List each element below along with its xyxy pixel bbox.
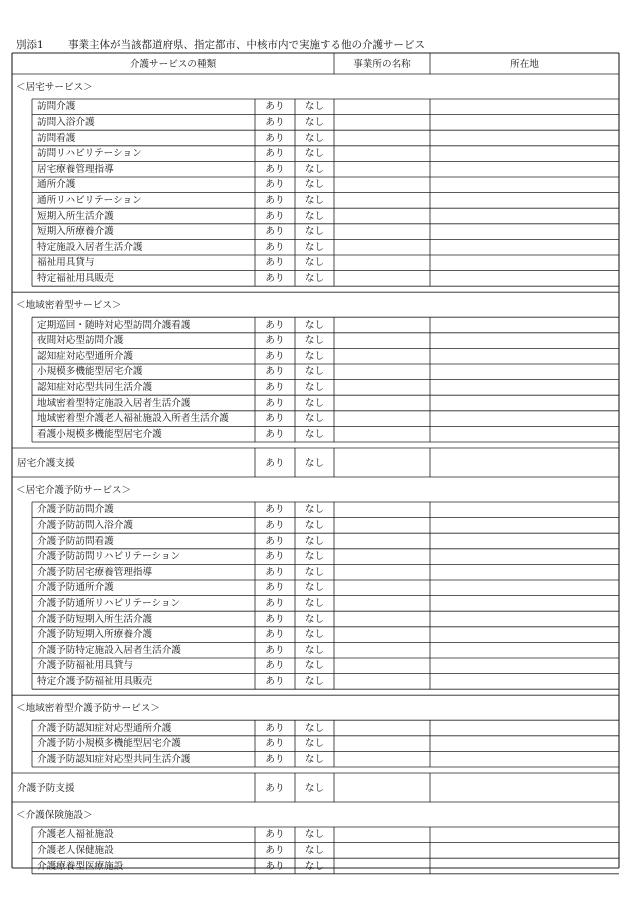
option-nashi: なし — [304, 366, 325, 378]
service-name: 介護予防訪問入浴介護 — [37, 520, 133, 532]
option-ari: あり — [265, 457, 285, 469]
service-name: 介護予防特定施設入居者生活介護 — [37, 644, 181, 656]
option-nashi: なし — [304, 582, 325, 594]
service-name: 介護予防訪問看護 — [37, 535, 114, 547]
section-title: ＜地域密着型介護予防サービス＞ — [16, 702, 160, 714]
option-ari: あり — [265, 350, 285, 362]
option-ari: あり — [265, 241, 285, 253]
option-ari: あり — [265, 335, 285, 347]
service-name: 介護予防通所介護 — [37, 582, 114, 594]
option-ari: あり — [265, 676, 285, 688]
service-name: 介護予防小規模多機能型居宅介護 — [37, 738, 181, 750]
service-name: 特定福祉用具販売 — [37, 273, 114, 285]
option-ari: あり — [265, 179, 285, 191]
option-ari: あり — [265, 551, 285, 563]
option-nashi: なし — [304, 413, 325, 425]
option-ari: あり — [265, 582, 285, 594]
option-ari: あり — [265, 504, 285, 516]
section-title: ＜居宅サービス＞ — [16, 81, 93, 93]
option-ari: あり — [265, 860, 285, 872]
option-nashi: なし — [304, 598, 325, 610]
option-nashi: なし — [304, 566, 325, 578]
option-nashi: なし — [304, 676, 325, 688]
option-ari: あり — [265, 319, 285, 331]
service-name: 夜間対応型訪問介護 — [37, 335, 124, 347]
service-name: 介護予防認知症対応型通所介護 — [37, 722, 172, 734]
option-ari: あり — [265, 829, 285, 841]
option-ari: あり — [265, 413, 285, 425]
option-nashi: なし — [304, 397, 325, 409]
option-nashi: なし — [304, 179, 325, 191]
option-nashi: なし — [304, 117, 325, 129]
option-ari: あり — [265, 644, 285, 656]
service-name: 訪問看護 — [37, 132, 76, 144]
option-nashi: なし — [304, 428, 325, 440]
service-name: 通所リハビリテーション — [37, 195, 142, 207]
option-nashi: なし — [304, 504, 325, 516]
service-name: 訪問リハビリテーション — [37, 148, 142, 160]
option-nashi: なし — [304, 753, 325, 765]
service-name: 介護老人福祉施設 — [37, 829, 114, 841]
document-caption — [16, 37, 425, 52]
option-ari: あり — [265, 738, 285, 750]
service-name: 定期巡回・随時対応型訪問介護看護 — [37, 319, 191, 331]
section-title: ＜介護保険施設＞ — [16, 809, 93, 821]
service-name: 介護予防認知症対応型共同生活介護 — [37, 753, 191, 765]
option-ari: あり — [265, 226, 285, 238]
option-nashi: なし — [304, 382, 325, 394]
option-nashi: なし — [304, 350, 325, 362]
option-nashi: なし — [304, 722, 325, 734]
option-ari: あり — [265, 382, 285, 394]
option-ari: あり — [265, 117, 285, 129]
service-name: 介護予防訪問介護 — [37, 504, 114, 516]
option-ari: あり — [265, 132, 285, 144]
service-name: 介護予防通所リハビリテーション — [37, 598, 181, 610]
option-ari: あり — [265, 566, 285, 578]
option-ari: あり — [265, 845, 285, 857]
option-ari: あり — [265, 397, 285, 409]
option-nashi: なし — [304, 782, 325, 794]
option-nashi: なし — [304, 860, 325, 872]
option-nashi: なし — [304, 163, 325, 175]
option-ari: あり — [265, 629, 285, 641]
option-nashi: なし — [304, 335, 325, 347]
option-ari: あり — [265, 210, 285, 222]
service-name: 介護予防福祉用具貸与 — [37, 660, 133, 672]
service-name: 地域密着型介護老人福祉施設入所者生活介護 — [37, 413, 229, 425]
service-name: 福祉用具貸与 — [37, 257, 95, 269]
option-nashi: なし — [304, 829, 325, 841]
service-name: 介護予防支援 — [17, 782, 75, 794]
option-nashi: なし — [304, 257, 325, 269]
service-name: 介護予防居宅療養管理指導 — [37, 566, 153, 578]
column-header-location: 所在地 — [510, 58, 539, 70]
option-ari: あり — [265, 195, 285, 207]
service-name: 訪問入浴介護 — [37, 117, 95, 129]
service-name: 特定介護予防福祉用具販売 — [37, 676, 153, 688]
option-nashi: なし — [304, 845, 325, 857]
service-name: 居宅療養管理指導 — [37, 163, 114, 175]
option-nashi: なし — [304, 551, 325, 563]
option-nashi: なし — [304, 101, 325, 113]
service-name: 短期入所生活介護 — [37, 210, 114, 222]
option-ari: あり — [265, 598, 285, 610]
option-nashi: なし — [304, 738, 325, 750]
option-nashi: なし — [304, 210, 325, 222]
option-nashi: なし — [304, 195, 325, 207]
service-name: 介護老人保健施設 — [37, 845, 114, 857]
option-nashi: なし — [304, 535, 325, 547]
option-ari: あり — [265, 613, 285, 625]
service-name: 看護小規模多機能型居宅介護 — [37, 428, 162, 440]
option-ari: あり — [265, 366, 285, 378]
service-name: 介護予防訪問リハビリテーション — [37, 551, 181, 563]
services-table — [12, 53, 619, 872]
option-ari: あり — [265, 428, 285, 440]
service-name: 地域密着型特定施設入居者生活介護 — [37, 397, 191, 409]
service-name: 訪問介護 — [37, 101, 76, 113]
column-header-service-type: 介護サービスの種類 — [129, 58, 217, 70]
option-ari: あり — [265, 782, 285, 794]
column-header-office-name: 事業所の名称 — [353, 58, 411, 70]
option-nashi: なし — [304, 629, 325, 641]
service-name: 短期入所療養介護 — [37, 226, 114, 238]
section-title: ＜地域密着型サービス＞ — [16, 299, 122, 311]
service-name: 居宅介護支援 — [17, 457, 75, 469]
service-name: 通所介護 — [37, 179, 76, 191]
option-ari: あり — [265, 148, 285, 160]
option-ari: あり — [265, 273, 285, 285]
option-nashi: なし — [304, 660, 325, 672]
option-nashi: なし — [304, 319, 325, 331]
service-name: 認知症対応型通所介護 — [37, 350, 133, 362]
option-ari: あり — [265, 163, 285, 175]
option-ari: あり — [265, 101, 285, 113]
option-nashi: なし — [304, 148, 325, 160]
option-nashi: なし — [304, 241, 325, 253]
option-ari: あり — [265, 520, 285, 532]
attachment-label: 別添1 — [16, 39, 44, 51]
option-ari: あり — [265, 753, 285, 765]
option-ari: あり — [265, 722, 285, 734]
option-nashi: なし — [304, 132, 325, 144]
option-nashi: なし — [304, 226, 325, 238]
service-name: 介護予防短期入所療養介護 — [37, 629, 153, 641]
option-ari: あり — [265, 660, 285, 672]
service-name: 小規模多機能型居宅介護 — [37, 366, 143, 378]
section-title: ＜居宅介護予防サービス＞ — [16, 484, 132, 496]
service-name: 認知症対応型共同生活介護 — [37, 382, 153, 394]
option-ari: あり — [265, 257, 285, 269]
option-nashi: なし — [304, 520, 325, 532]
service-name: 介護療養型医療施設 — [37, 860, 124, 872]
service-name: 特定施設入居者生活介護 — [37, 241, 143, 253]
option-nashi: なし — [304, 613, 325, 625]
option-nashi: なし — [304, 273, 325, 285]
service-name: 介護予防短期入所生活介護 — [37, 613, 153, 625]
caption-text: 事業主体が当該都道府県、指定都市、中核市内で実施する他の介護サービス — [68, 39, 425, 51]
option-nashi: なし — [304, 457, 325, 469]
option-nashi: なし — [304, 644, 325, 656]
option-ari: あり — [265, 535, 285, 547]
